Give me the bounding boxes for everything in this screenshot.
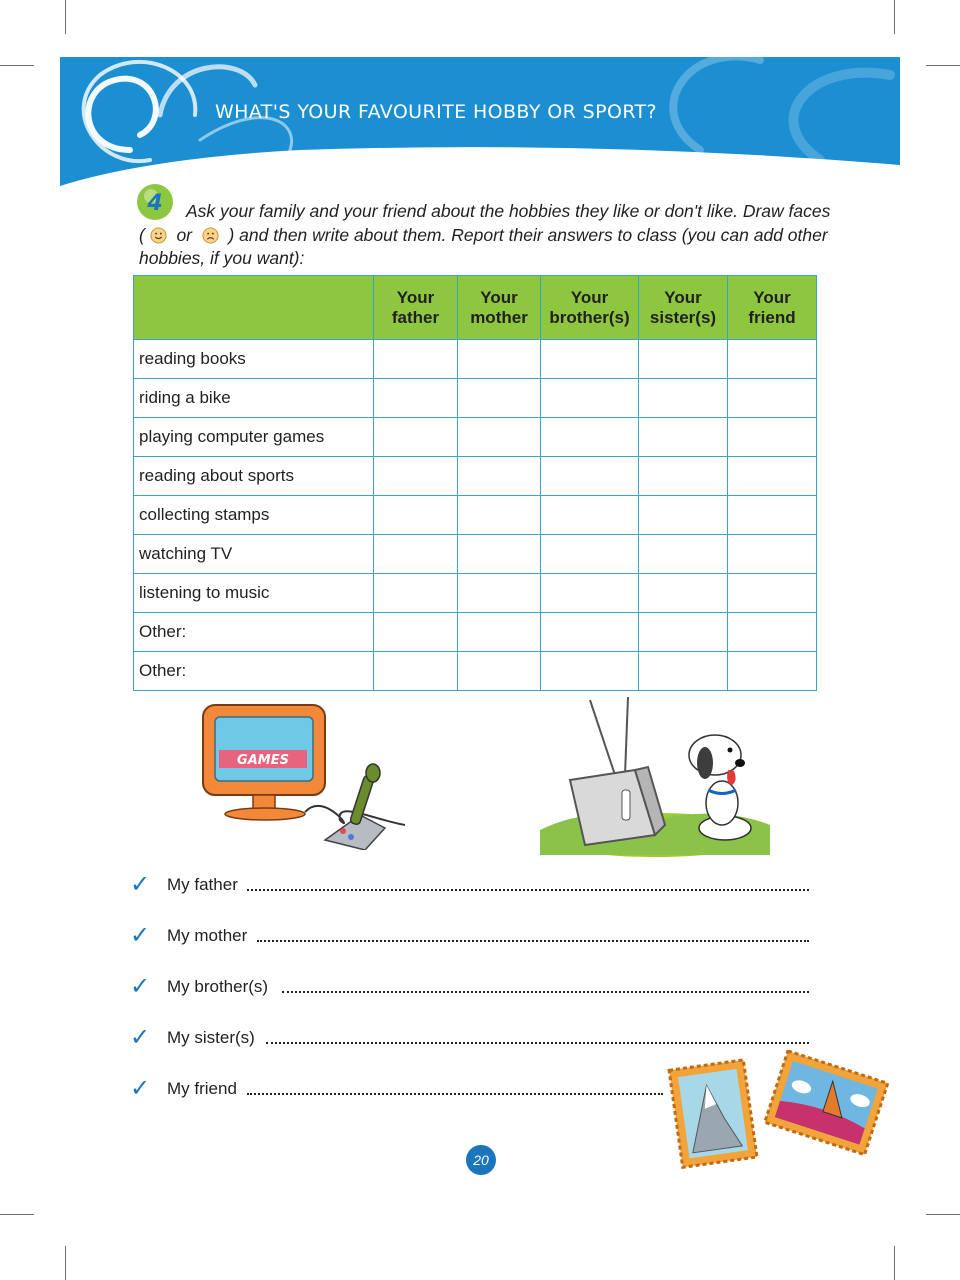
answer-cell[interactable] bbox=[639, 652, 728, 691]
table-row bbox=[134, 418, 817, 457]
answer-cell[interactable] bbox=[639, 535, 728, 574]
table-row bbox=[134, 652, 817, 691]
answer-cell[interactable] bbox=[458, 340, 541, 379]
answer-cell[interactable] bbox=[639, 574, 728, 613]
answer-cell[interactable] bbox=[458, 574, 541, 613]
hobby-label: reading books bbox=[134, 340, 374, 379]
answer-cell[interactable] bbox=[374, 613, 458, 652]
checkmark-icon: ✓ bbox=[130, 922, 151, 949]
hobby-survey-table bbox=[133, 275, 817, 691]
checkmark-icon: ✓ bbox=[130, 1024, 151, 1051]
answer-cell[interactable] bbox=[639, 613, 728, 652]
answer-line[interactable] bbox=[282, 987, 809, 993]
answer-cell[interactable] bbox=[374, 496, 458, 535]
hobby-column-header bbox=[134, 276, 374, 340]
answer-cell[interactable] bbox=[374, 340, 458, 379]
answer-line[interactable] bbox=[257, 936, 809, 942]
table-row bbox=[134, 613, 817, 652]
hobby-label: listening to music bbox=[134, 574, 374, 613]
table-row bbox=[134, 457, 817, 496]
answer-cell[interactable] bbox=[458, 457, 541, 496]
answer-line[interactable] bbox=[247, 885, 809, 891]
answer-cell[interactable] bbox=[728, 457, 817, 496]
answer-cell[interactable] bbox=[728, 340, 817, 379]
report-line-brother bbox=[130, 975, 820, 1005]
answer-cell[interactable] bbox=[374, 379, 458, 418]
answer-cell[interactable] bbox=[541, 535, 639, 574]
answer-cell[interactable] bbox=[639, 496, 728, 535]
tv-dog-illustration bbox=[540, 695, 770, 860]
answer-cell[interactable] bbox=[458, 652, 541, 691]
answer-cell[interactable] bbox=[728, 418, 817, 457]
answer-cell[interactable] bbox=[728, 535, 817, 574]
crop-mark bbox=[894, 1246, 895, 1280]
crop-mark bbox=[0, 1214, 34, 1215]
hobby-label: playing computer games bbox=[134, 418, 374, 457]
page-title: WHAT'S YOUR FAVOURITE HOBBY OR SPORT? bbox=[215, 101, 658, 123]
report-label: My friend bbox=[167, 1079, 237, 1098]
answer-cell[interactable] bbox=[639, 379, 728, 418]
column-header-brother: Your brother(s) bbox=[541, 276, 639, 340]
answer-cell[interactable] bbox=[374, 457, 458, 496]
checkmark-icon: ✓ bbox=[130, 973, 151, 1000]
answer-cell[interactable] bbox=[639, 457, 728, 496]
answer-cell[interactable] bbox=[374, 535, 458, 574]
report-label: My brother(s) bbox=[167, 977, 269, 996]
answer-cell[interactable] bbox=[458, 418, 541, 457]
screen-label: GAMES bbox=[237, 753, 289, 768]
answer-cell[interactable] bbox=[541, 379, 639, 418]
table-row bbox=[134, 340, 817, 379]
column-header-sister: Your sister(s) bbox=[639, 276, 728, 340]
answer-line[interactable] bbox=[266, 1038, 809, 1044]
answer-cell[interactable] bbox=[541, 496, 639, 535]
answer-cell[interactable] bbox=[374, 418, 458, 457]
answer-cell[interactable] bbox=[458, 535, 541, 574]
answer-line[interactable] bbox=[247, 1089, 663, 1095]
checkmark-icon: ✓ bbox=[130, 1075, 151, 1102]
report-label: My father bbox=[167, 875, 238, 894]
column-header-father: Your father bbox=[374, 276, 458, 340]
hobby-label: collecting stamps bbox=[134, 496, 374, 535]
answer-cell[interactable] bbox=[728, 496, 817, 535]
hobby-label: Other: bbox=[134, 652, 374, 691]
hobby-label: Other: bbox=[134, 613, 374, 652]
report-label: My mother bbox=[167, 926, 248, 945]
answer-cell[interactable] bbox=[458, 496, 541, 535]
answer-cell[interactable] bbox=[541, 652, 639, 691]
table-row bbox=[134, 379, 817, 418]
answer-cell[interactable] bbox=[541, 574, 639, 613]
answer-cell[interactable] bbox=[728, 379, 817, 418]
answer-cell[interactable] bbox=[728, 574, 817, 613]
crop-mark bbox=[926, 1214, 960, 1215]
report-line-mother bbox=[130, 924, 820, 954]
answer-cell[interactable] bbox=[728, 613, 817, 652]
answer-cell[interactable] bbox=[541, 340, 639, 379]
crop-mark bbox=[65, 1246, 66, 1280]
sad-face-icon bbox=[202, 227, 219, 244]
exercise-number: 4 bbox=[147, 191, 163, 216]
table-header-row bbox=[134, 276, 817, 340]
column-header-mother: Your mother bbox=[458, 276, 541, 340]
answer-cell[interactable] bbox=[541, 457, 639, 496]
answer-cell[interactable] bbox=[541, 418, 639, 457]
answer-cell[interactable] bbox=[639, 418, 728, 457]
answer-cell[interactable] bbox=[639, 340, 728, 379]
computer-joystick-illustration bbox=[195, 700, 420, 850]
happy-face-icon bbox=[150, 227, 167, 244]
instructions-text-part2: ) and then write about them. Report their answers to class (you can add other hobbies, if you want): bbox=[139, 224, 828, 268]
table-row bbox=[134, 574, 817, 613]
instructions-text-part1: Ask your family and your friend about the hobbies they like or don't like. Draw faces ( bbox=[139, 201, 831, 245]
column-header-friend: Your friend bbox=[728, 276, 817, 340]
answer-cell[interactable] bbox=[728, 652, 817, 691]
report-line-father bbox=[130, 873, 820, 903]
answer-cell[interactable] bbox=[458, 613, 541, 652]
hobby-label: riding a bike bbox=[134, 379, 374, 418]
report-label: My sister(s) bbox=[167, 1028, 255, 1047]
answer-cell[interactable] bbox=[374, 652, 458, 691]
hobby-label: reading about sports bbox=[134, 457, 374, 496]
stamps-illustration bbox=[665, 1050, 890, 1175]
instructions-or: or bbox=[176, 224, 192, 245]
table-row bbox=[134, 535, 817, 574]
answer-cell[interactable] bbox=[374, 574, 458, 613]
table-row bbox=[134, 496, 817, 535]
page-number: 20 bbox=[466, 1145, 496, 1175]
checkmark-icon: ✓ bbox=[130, 871, 151, 898]
answer-cell[interactable] bbox=[541, 613, 639, 652]
answer-cell[interactable] bbox=[458, 379, 541, 418]
exercise-instructions bbox=[139, 200, 839, 271]
header-banner bbox=[0, 0, 960, 200]
hobby-label: watching TV bbox=[134, 535, 374, 574]
